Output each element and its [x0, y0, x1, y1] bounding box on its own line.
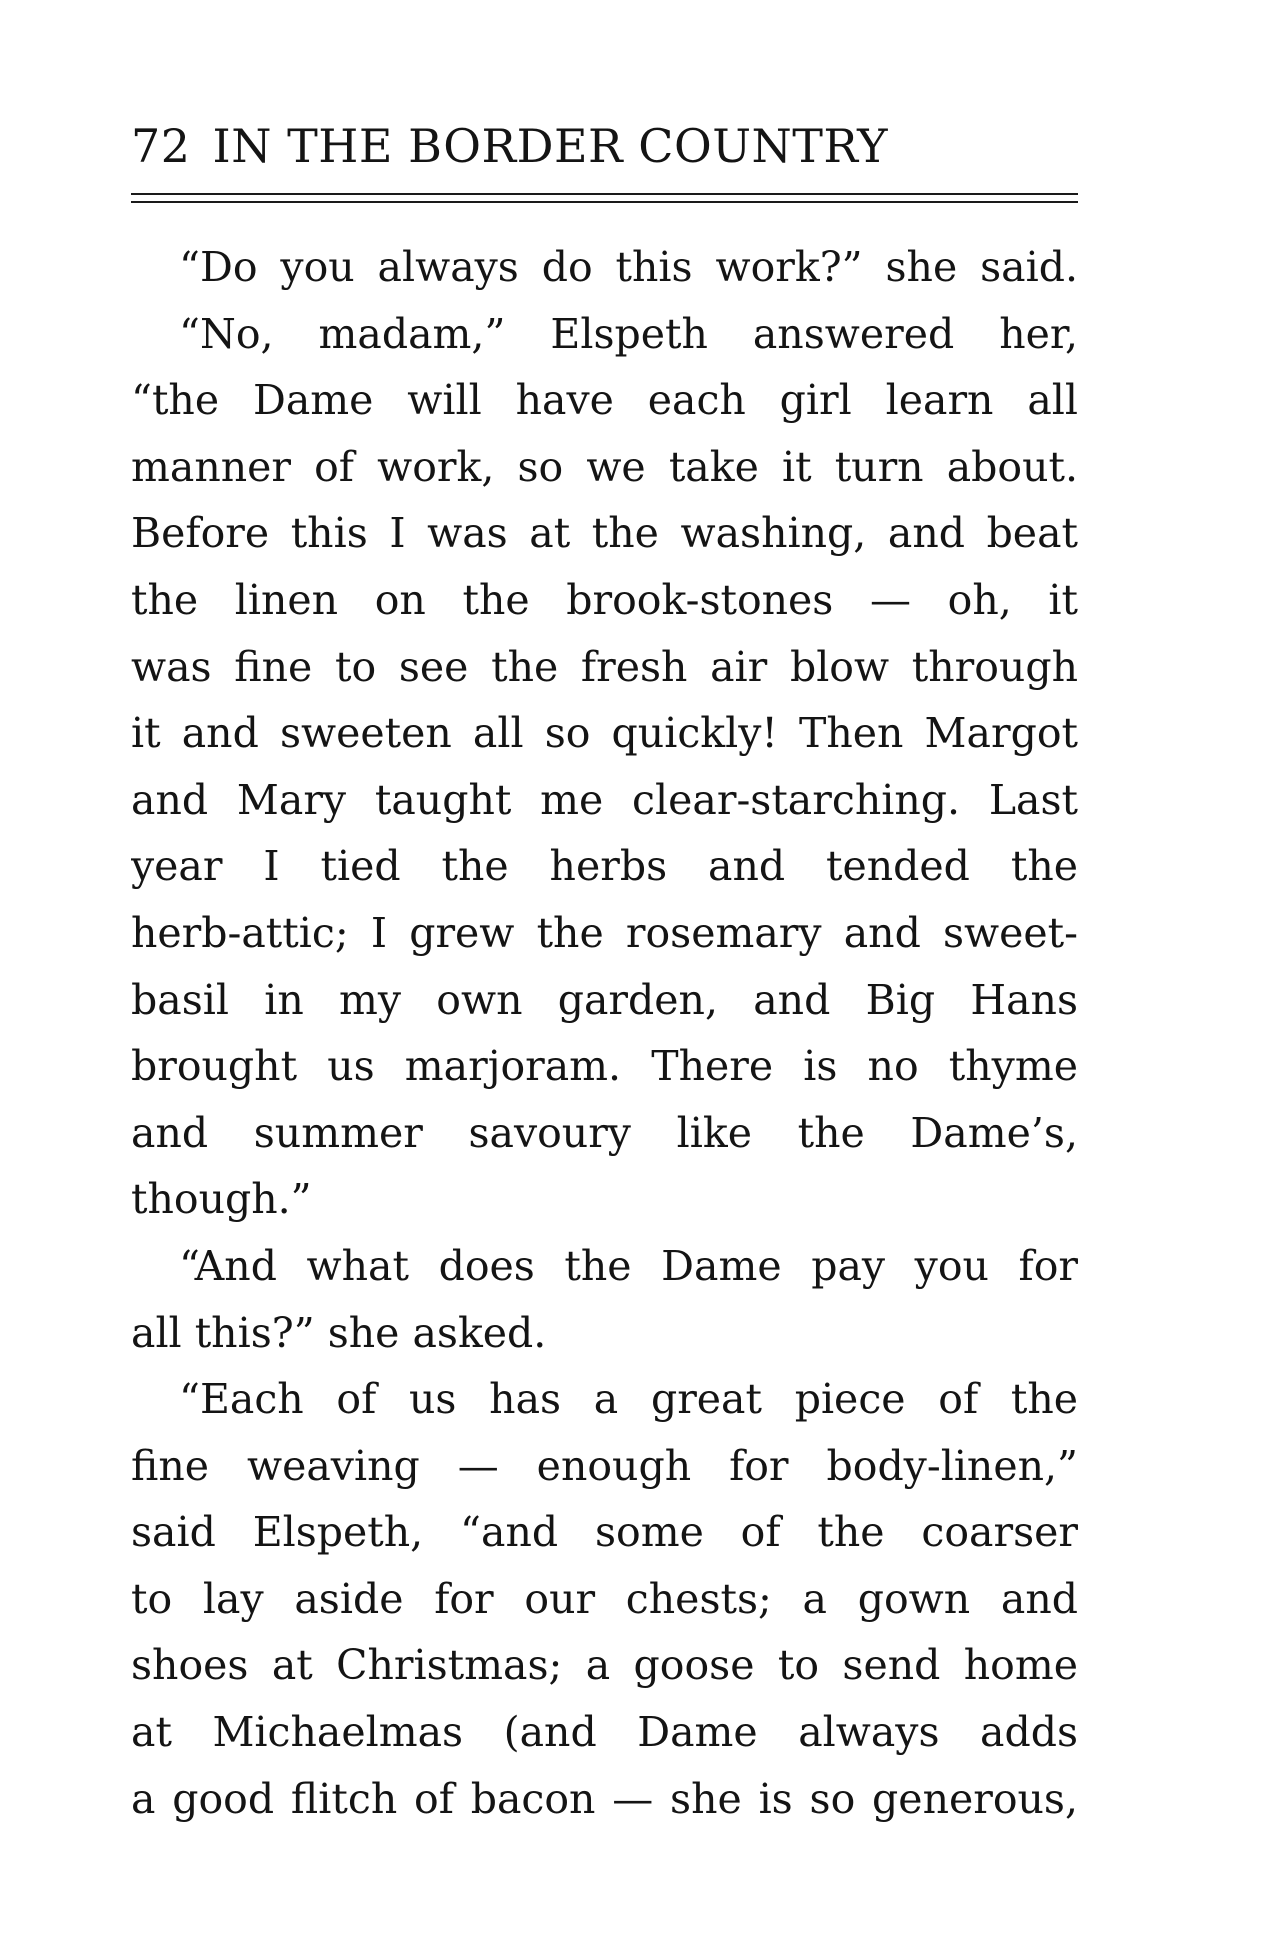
running-title: IN THE BORDER COUNTRY: [212, 119, 889, 173]
body-text: [131, 234, 1078, 1832]
text-line: and Mary taught me clear-starching. Last: [131, 775, 1078, 824]
text-line: it and sweeten all so quickly! Then Margot: [131, 709, 1078, 758]
text-line: to lay aside for our chests; a gown and: [131, 1574, 1078, 1623]
text-line: said Elspeth, “and some of the coarser: [131, 1508, 1078, 1557]
text-line: a good flitch of bacon — she is so generous,: [131, 1774, 1078, 1823]
text-line: the linen on the brook-stones — oh, it: [131, 575, 1078, 624]
text-line: “Do you always do this work?” she said.: [179, 243, 1078, 291]
text-line: Before this I was at the washing, and beat: [131, 509, 1078, 558]
text-line: “No, madam,” Elspeth answered her,: [179, 309, 1078, 358]
text-line: “the Dame will have each girl learn all: [131, 376, 1078, 425]
text-line: was fine to see the fresh air blow through: [131, 642, 1078, 691]
text-line: though.”: [131, 1175, 312, 1224]
text-line: manner of work, so we take it turn about.: [131, 442, 1078, 491]
text-line: basil in my own garden, and Big Hans: [131, 975, 1078, 1024]
header-rule-top: [131, 193, 1078, 195]
text-line: herb-attic; I grew the rosemary and sweet-: [131, 908, 1078, 957]
text-line: “Each of us has a great piece of the: [179, 1375, 1078, 1424]
page-number: 72: [131, 119, 191, 173]
text-line: fine weaving — enough for body-linen,”: [131, 1441, 1078, 1490]
text-line: all this?” she asked.: [131, 1308, 547, 1357]
text-line: year I tied the herbs and tended the: [131, 842, 1078, 891]
text-line: “And what does the Dame pay you for: [179, 1241, 1078, 1290]
text-line: shoes at Christmas; a goose to send home: [131, 1641, 1078, 1690]
running-head: [131, 116, 1081, 176]
text-line: and summer savoury like the Dame’s,: [131, 1108, 1078, 1157]
header-rule-bottom: [131, 201, 1078, 203]
text-line: brought us marjoram. There is no thyme: [131, 1042, 1078, 1091]
text-line: at Michaelmas (and Dame always adds: [131, 1708, 1078, 1757]
